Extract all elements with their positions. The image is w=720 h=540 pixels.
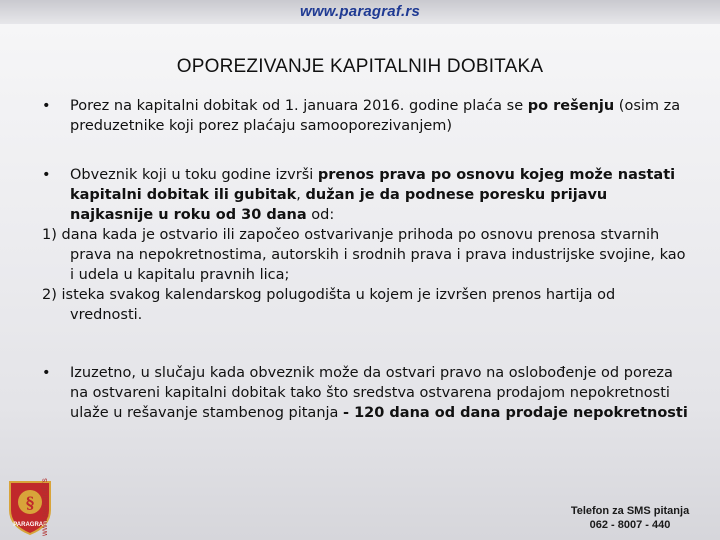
numbered-item: 2) isteka svakog kalendarskog polugodišta u kojem je izvršen prenos hartija od vrednosti.	[42, 287, 616, 323]
bullet-icon: •	[42, 98, 51, 114]
logo-text: PARAGRAF	[13, 522, 47, 528]
bullet-item	[42, 96, 692, 136]
site-url[interactable]: www.paragraf.rs	[300, 3, 420, 20]
bullet-icon: •	[42, 365, 51, 381]
sms-number[interactable]: 062 - 8007 - 440	[589, 519, 671, 531]
bullet-text: ,	[296, 187, 306, 203]
numbered-item: 1) dana kada je ostvario ili započeo ostvarivanje prihoda po osnovu prenosa stvarnih prava na nepokretnostima, autorskih i srodnih prava i prava industrijske svojine, kao i udela u kapitalu pravnih lica;	[42, 227, 686, 283]
logo-vertical-url: www.paragraf.rs	[40, 478, 49, 536]
bullet-icon: •	[42, 167, 51, 183]
bullet-text: (osim za preduzetnike koji porez plaćaju samooporezivanjem)	[70, 98, 681, 134]
bullet-text: Porez na kapitalni dobitak od 1. januara 2016. godine plaća se	[70, 98, 528, 114]
top-banner	[0, 0, 720, 24]
svg-text:§: §	[25, 493, 35, 512]
bullet-text: Obveznik koji u toku godine izvrši	[70, 167, 318, 183]
bullet-bold-text: prenos prava po osnovu kojeg može nastati kapitalni dobitak ili gubitak	[70, 167, 676, 203]
bullet-bold-text: dužan je da podnese poresku prijavu najkasnije u roku od 30 dana	[70, 187, 608, 223]
bullet-text: Izuzetno, u slučaju kada obveznik može da ostvari pravo na oslobođenje od poreza na ostvareni kapitalni dobitak tako što sredstva ostvarena prodajom nepokretnosti ulaže u rešavanje stambenog pitanja	[70, 365, 673, 421]
sms-label: Telefon za SMS pitanja	[570, 505, 690, 517]
bullet-bold-text: - 120 dana od dana prodaje nepokretnosti	[343, 405, 688, 421]
slide-title: OPOREZIVANJE KAPITALNIH DOBITAKA	[176, 56, 544, 77]
slide-content	[42, 96, 692, 423]
bullet-text: od:	[306, 207, 335, 223]
bullet-item	[42, 165, 692, 225]
bullet-item	[42, 363, 692, 423]
sms-contact	[560, 504, 700, 532]
bullet-bold-text: po rešenju	[527, 98, 615, 114]
